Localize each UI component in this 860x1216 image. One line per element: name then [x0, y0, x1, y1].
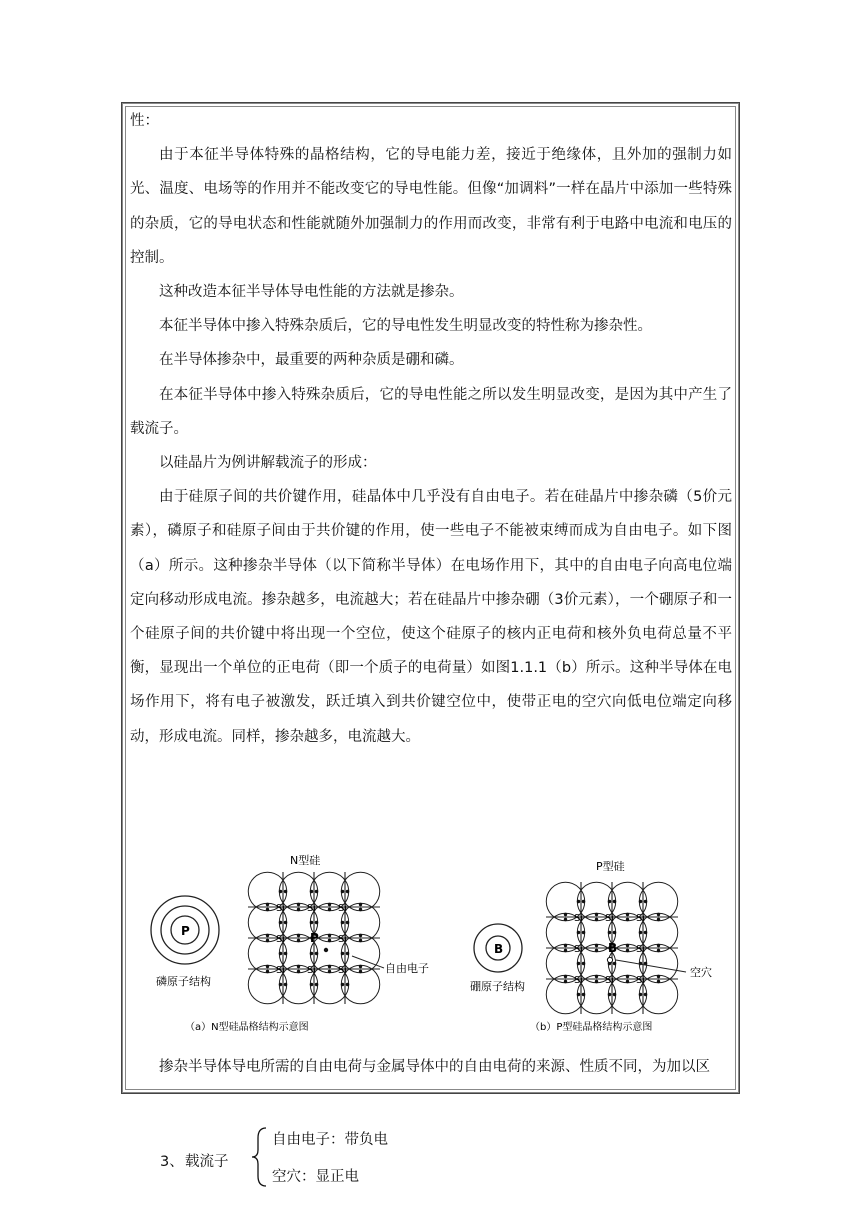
document-body [130, 104, 732, 754]
silicon-atom: Si [276, 903, 286, 914]
silicon-atom: Si [574, 913, 584, 924]
caption-b: （b）P型硅晶格结构示意图 [530, 1022, 653, 1033]
silicon-atom: Si [605, 975, 615, 986]
carrier-electron: 自由电子：带负电 [272, 1132, 388, 1148]
caption-a: （a）N型硅晶格结构示意图 [185, 1022, 309, 1033]
lattice-diagrams [130, 848, 732, 1038]
paragraph: 这种改造本征半导体导电性能的方法就是掺杂。 [159, 284, 464, 301]
hole-label: 空穴 [690, 966, 712, 979]
boron-label: 硼原子结构 [470, 980, 525, 993]
hole-pointer [616, 960, 686, 972]
paragraph: 在本征半导体中掺入特殊杂质后，它的导电性能之所以发生明显改变，是因为其中产生了载流子。 [130, 386, 732, 437]
section-title: 载流子 [185, 1154, 229, 1170]
phosphorus-atom [151, 896, 219, 964]
paragraph: 本征半导体中掺入特殊杂质后，它的导电性发生明显改变的特性称为掺杂性。 [159, 318, 652, 335]
paragraph: 性： [130, 113, 159, 129]
silicon-atom: Si [636, 913, 646, 924]
silicon-atom: Si [276, 934, 286, 945]
phosphorus-label: 磷原子结构 [156, 975, 211, 988]
carrier-hole: 空穴：显正电 [272, 1169, 359, 1185]
phosphorus-symbol: P [181, 924, 190, 938]
brace-icon [250, 1126, 270, 1188]
silicon-atom: Si [574, 975, 584, 986]
boron-symbol: B [494, 942, 504, 956]
paragraph: 以硅晶片为例讲解载流子的形成： [159, 455, 377, 472]
paragraph: 由于硅原子间的共价键作用，硅晶体中几乎没有自由电子。若在硅晶片中掺杂磷（5价元素），磷原子和硅原子间由于共价键的作用，使一些电子不能被束缚而成为自由电子。如下图（a）所示。这种掺杂半导体（以下简称半导体）在电场作用下，其中的自由电子向高电位端定向移动形成电流。掺杂越多，电流越大；若在硅晶片中掺杂硼（3价元素），一个硼原子和一个硅原子间的共价键中将出现一个空位，使这个硅原子的核内正电荷和核外负电荷总量不平衡，显现出一个单位的正电荷（即一个质子的电荷量）如图1.1.1（b）所示。这种半导体在电场作用下，将有电子被激发，跃迁填入到共价键空位中，使带正电的空穴向低电位端定向移动，形成电流。同样，掺杂越多，电流越大。 [130, 489, 732, 745]
paragraph-continued: 掺杂半导体导电所需的自由电荷与金属导体中的自由电荷的来源、性质不同，为加以区 [159, 1059, 710, 1075]
section-number: 3、 [160, 1154, 184, 1170]
silicon-atom: Si [307, 903, 317, 914]
p-lattice [546, 882, 678, 1014]
silicon-atom: Si [636, 944, 646, 955]
dopant-atom: B [608, 941, 618, 955]
n-lattice [248, 872, 380, 1004]
paragraph: 在半导体掺杂中，最重要的两种杂质是硼和磷。 [159, 352, 464, 369]
silicon-atom: Si [338, 965, 348, 976]
dopant-atom: P [310, 931, 319, 945]
doping-figure [130, 848, 732, 1038]
silicon-atom: Si [574, 944, 584, 955]
silicon-atom: Si [307, 965, 317, 976]
carrier-summary [0, 1118, 860, 1216]
silicon-atom: Si [338, 903, 348, 914]
p-type-title: P型硅 [596, 860, 625, 873]
paragraph: 由于本征半导体特殊的晶格结构，它的导电能力差，接近于绝缘体，且外加的强制力如光、温度、电场等的作用并不能改变它的导电性能。但像“加调料”一样在晶片中添加一些特殊的杂质，它的导电状态和性能就随外加强制力的作用而改变，非常有利于电路中电流和电压的控制。 [130, 147, 732, 266]
silicon-atom: Si [276, 965, 286, 976]
silicon-atom: Si [338, 934, 348, 945]
silicon-atom: Si [605, 913, 615, 924]
free-electron-label: 自由电子 [385, 962, 429, 975]
boron-atom [474, 924, 522, 972]
n-type-title: N型硅 [290, 854, 321, 867]
silicon-atom: Si [636, 975, 646, 986]
